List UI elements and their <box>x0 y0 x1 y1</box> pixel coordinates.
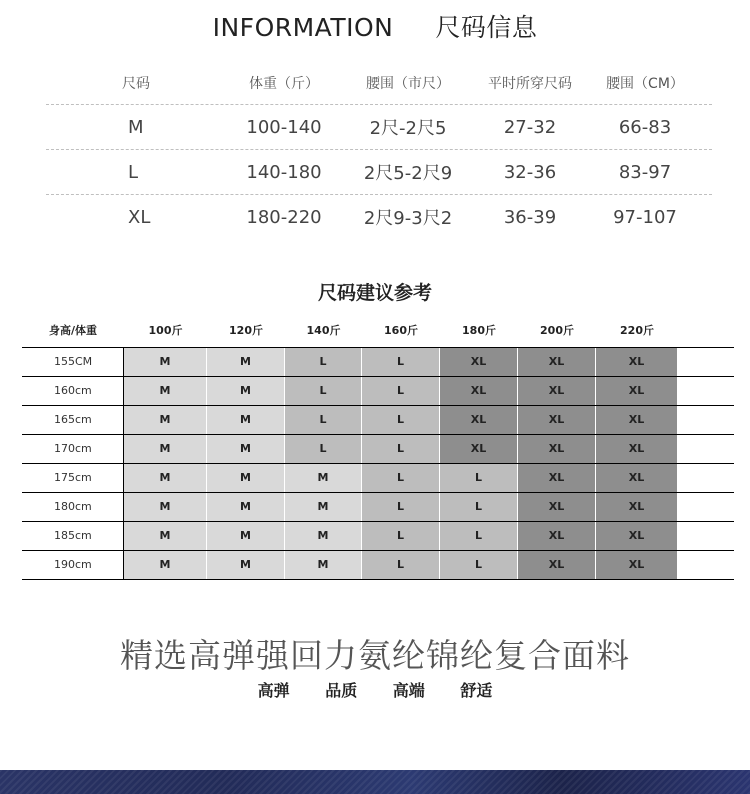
size-cell: XL <box>596 377 678 405</box>
cell-usual-size: 32-36 <box>503 161 557 183</box>
size-cell: XL <box>596 464 678 492</box>
size-cell: XL <box>518 551 596 579</box>
size-cell: M <box>207 551 285 579</box>
size-cell: XL <box>596 551 678 579</box>
size-cell: L <box>440 551 518 579</box>
size-cell: XL <box>440 435 518 463</box>
feature-item: 舒适 <box>460 681 493 700</box>
size-cell: M <box>124 406 207 434</box>
header-waist-cm: 腰围（CM） <box>606 76 684 92</box>
empty-cell <box>678 551 734 579</box>
size-cell: M <box>285 551 362 579</box>
size-cell: L <box>362 406 440 434</box>
size-cell: M <box>124 464 207 492</box>
header-size: 尺码 <box>122 76 150 92</box>
fabric-texture-band <box>0 770 750 794</box>
feature-item: 品质 <box>325 681 358 700</box>
cell-size: L <box>128 161 139 183</box>
size-cell: M <box>124 348 207 376</box>
size-cell: XL <box>596 348 678 376</box>
cell-waist-shichi: 2尺5-2尺9 <box>363 163 453 184</box>
height-label: 185cm <box>22 522 124 550</box>
weight-col-label: 160斤 <box>384 324 418 337</box>
grid-row <box>22 522 734 551</box>
grid-row <box>22 551 734 580</box>
size-cell: M <box>285 464 362 492</box>
cell-weight: 140-180 <box>246 161 322 183</box>
title-zh: 尺码信息 <box>435 13 538 42</box>
grid-row <box>22 377 734 406</box>
grid-row <box>22 464 734 493</box>
cell-size: M <box>128 116 144 138</box>
size-cell: L <box>362 377 440 405</box>
fabric-headline: 精选高弹强回力氨纶锦纶复合面料 <box>120 636 630 675</box>
feature-item: 高弹 <box>257 681 290 700</box>
weight-col-label: 140斤 <box>306 324 341 337</box>
header-waist-shichi: 腰围（市尺） <box>366 76 450 92</box>
size-cell: M <box>207 406 285 434</box>
size-cell: XL <box>518 522 596 550</box>
size-cell: M <box>207 522 285 550</box>
size-cell: M <box>207 493 285 521</box>
size-cell: L <box>362 522 440 550</box>
size-cell: L <box>362 435 440 463</box>
size-info-row <box>46 149 712 194</box>
size-cell: XL <box>440 406 518 434</box>
height-label: 180cm <box>22 493 124 521</box>
cell-waist-cm: 83-97 <box>618 161 672 183</box>
grid-row <box>22 406 734 435</box>
height-label: 155CM <box>22 348 124 376</box>
empty-cell <box>678 377 734 405</box>
size-cell: L <box>440 493 518 521</box>
cell-usual-size: 27-32 <box>503 116 557 138</box>
height-label: 190cm <box>22 551 124 579</box>
size-cell: L <box>285 348 362 376</box>
size-info-header <box>46 62 712 104</box>
size-cell: M <box>285 493 362 521</box>
grid-row <box>22 435 734 464</box>
size-cell: XL <box>596 522 678 550</box>
height-label: 160cm <box>22 377 124 405</box>
size-cell: M <box>285 522 362 550</box>
size-cell: L <box>440 522 518 550</box>
size-cell: M <box>207 435 285 463</box>
cell-waist-shichi: 2尺-2尺5 <box>369 118 447 139</box>
size-info-row <box>46 104 712 149</box>
size-cell: XL <box>518 435 596 463</box>
recommend-grid <box>22 347 734 580</box>
size-cell: XL <box>596 435 678 463</box>
header-usual-size: 平时所穿尺码 <box>488 76 572 92</box>
empty-cell <box>678 348 734 376</box>
size-cell: M <box>207 348 285 376</box>
size-cell: XL <box>518 348 596 376</box>
size-cell: XL <box>518 406 596 434</box>
size-cell: L <box>362 493 440 521</box>
cell-waist-shichi: 2尺9-3尺2 <box>363 208 453 229</box>
size-cell: M <box>124 377 207 405</box>
size-cell: L <box>285 406 362 434</box>
size-info-table <box>46 62 712 239</box>
weight-col-label: 120斤 <box>229 324 263 337</box>
size-cell: M <box>124 551 207 579</box>
size-cell: XL <box>518 377 596 405</box>
weight-col-label: 100斤 <box>148 324 183 337</box>
height-label: 165cm <box>22 406 124 434</box>
feature-item: 高端 <box>392 681 425 700</box>
size-cell: M <box>207 464 285 492</box>
cell-waist-cm: 97-107 <box>613 206 677 228</box>
size-cell: M <box>124 435 207 463</box>
recommend-title: 尺码建议参考 <box>317 282 432 304</box>
size-cell: L <box>362 348 440 376</box>
weight-col-label: 200斤 <box>540 324 574 337</box>
empty-cell <box>678 493 734 521</box>
grid-row <box>22 493 734 522</box>
empty-cell <box>678 464 734 492</box>
weight-col-label: 220斤 <box>620 324 654 337</box>
page-title <box>0 8 750 48</box>
size-cell: XL <box>596 406 678 434</box>
cell-weight: 180-220 <box>246 206 322 228</box>
height-label: 170cm <box>22 435 124 463</box>
weight-col-label: 180斤 <box>462 324 496 337</box>
size-cell: L <box>285 435 362 463</box>
size-cell: M <box>124 522 207 550</box>
size-cell: L <box>362 551 440 579</box>
title-en: INFORMATION <box>212 13 394 42</box>
size-cell: XL <box>596 493 678 521</box>
size-info-row <box>46 194 712 239</box>
cell-waist-cm: 66-83 <box>618 116 672 138</box>
grid-row <box>22 348 734 377</box>
cell-weight: 100-140 <box>246 116 322 138</box>
size-cell: XL <box>518 493 596 521</box>
size-cell: XL <box>440 377 518 405</box>
empty-cell <box>678 435 734 463</box>
size-cell: M <box>207 377 285 405</box>
header-weight: 体重（斤） <box>249 76 319 92</box>
cell-usual-size: 36-39 <box>503 206 557 228</box>
empty-cell <box>678 522 734 550</box>
size-cell: XL <box>440 348 518 376</box>
feature-list <box>0 678 750 701</box>
corner-label: 身高/体重 <box>48 324 98 337</box>
size-cell: L <box>440 464 518 492</box>
size-cell: XL <box>518 464 596 492</box>
empty-cell <box>678 406 734 434</box>
cell-size: XL <box>128 206 151 228</box>
size-cell: M <box>124 493 207 521</box>
size-cell: L <box>285 377 362 405</box>
recommend-header <box>22 322 678 342</box>
size-cell: L <box>362 464 440 492</box>
height-label: 175cm <box>22 464 124 492</box>
